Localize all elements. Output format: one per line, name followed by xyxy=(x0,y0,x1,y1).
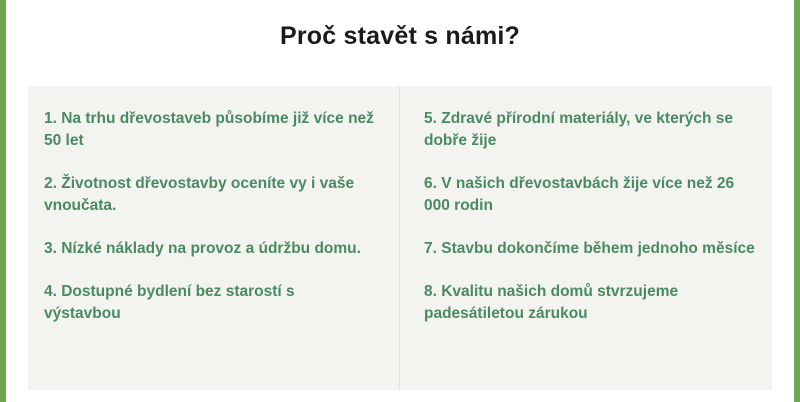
benefits-column-left xyxy=(28,86,400,390)
list-item: 8. Kvalitu našich domů stvrzujeme padesátiletou zárukou xyxy=(424,283,679,322)
list-item: 4. Dostupné bydlení bez starostí s výstavbou xyxy=(44,283,295,322)
benefits-column-right xyxy=(400,86,772,390)
list-item: 5. Zdravé přírodní materiály, ve kterých se dobře žije xyxy=(424,110,733,149)
page-title: Proč stavět s námi? xyxy=(279,22,520,50)
benefits-panel xyxy=(28,86,772,390)
list-item: 2. Životnost dřevostavby oceníte vy i vaše vnoučata. xyxy=(44,175,355,214)
list-item: 1. Na trhu dřevostaveb působíme již více než 50 let xyxy=(44,110,374,149)
list-item: 6. V našich dřevostavbách žije více než 26 000 rodin xyxy=(424,175,735,214)
list-item: 3. Nízké náklady na provoz a údržbu domu. xyxy=(44,240,361,257)
list-item: 7. Stavbu dokončíme během jednoho měsíce xyxy=(424,240,755,257)
